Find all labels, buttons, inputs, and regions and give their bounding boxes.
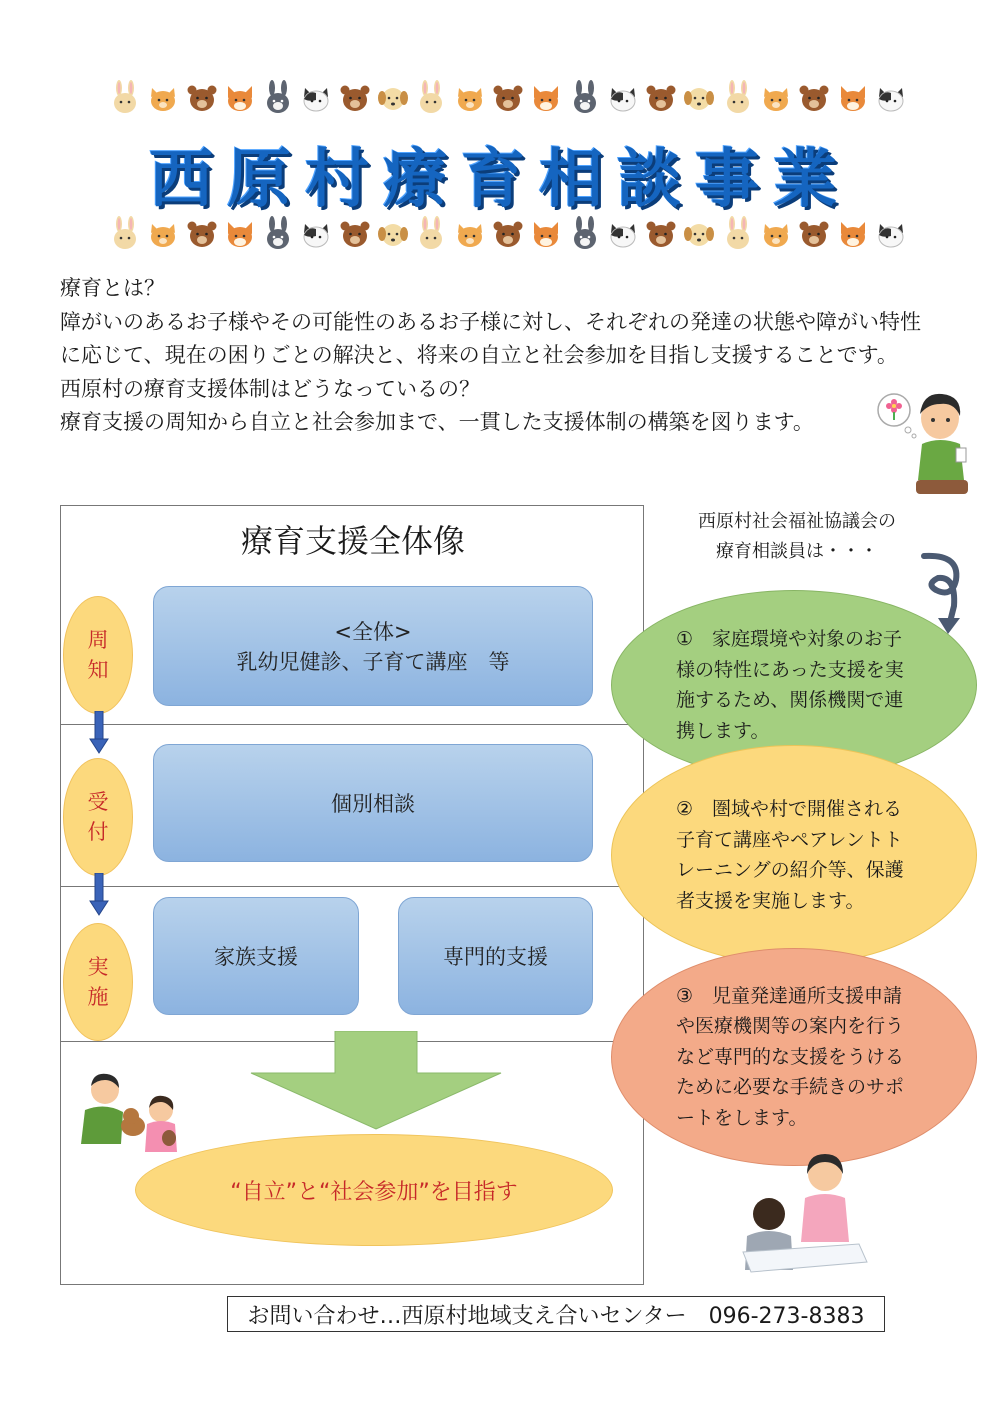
box-individual-consultation: 個別相談: [153, 744, 593, 862]
stage-implementation: [63, 923, 133, 1041]
support-overview-diagram: [60, 505, 644, 1285]
cat-icon: [874, 80, 908, 114]
cat-icon: [759, 216, 793, 250]
cat-icon: [146, 216, 180, 250]
stage-label: 知: [87, 658, 109, 682]
boy-thinking-illustration: [868, 384, 974, 498]
bear-icon: [185, 80, 219, 114]
bear-icon: [491, 216, 525, 250]
bear-icon: [338, 216, 372, 250]
rabbit-icon: [568, 80, 602, 114]
intro-question-1: 療育とは？: [60, 276, 165, 300]
animal-border-top: [108, 80, 908, 114]
intro-answer-1: 障がいのあるお子様やその可能性のあるお子様に対し、それぞれの発達の状態や障がい特性に応じて、現在の困りごとの解決と、将来の自立と社会参加を目指し支援することです。: [60, 309, 921, 368]
counselor-role-2: [611, 745, 977, 965]
animal-border-bottom: [108, 216, 908, 250]
box-general-text: 乳幼児健診、子育て講座 等: [236, 650, 510, 674]
rabbit-icon: [721, 216, 755, 250]
fox-icon: [529, 216, 563, 250]
arrow-down-icon: [89, 873, 109, 917]
fox-icon: [223, 80, 257, 114]
stage-label: 施: [87, 985, 109, 1009]
rabbit-icon: [261, 80, 295, 114]
consultation-illustration: [733, 1152, 873, 1280]
stage-awareness: [63, 596, 133, 714]
role-text: ① 家庭環境や対象のお子様の特性にあった支援を実施するため、関係機関で連携します。: [676, 628, 904, 742]
box-general: [153, 586, 593, 706]
rabbit-icon: [414, 80, 448, 114]
caption-line: 療育相談員は・・・: [716, 541, 878, 562]
diagram-title: 療育支援全体像: [240, 522, 465, 560]
rabbit-icon: [261, 216, 295, 250]
bear-icon: [644, 216, 678, 250]
fox-icon: [836, 80, 870, 114]
bear-icon: [644, 80, 678, 114]
box-specialist-support: 専門的支援: [398, 897, 593, 1015]
intro-text: [60, 272, 940, 440]
box-family-support: 家族支援: [153, 897, 359, 1015]
cat-icon: [299, 80, 333, 114]
box-general-heading: <全体>: [334, 620, 412, 644]
fox-icon: [836, 216, 870, 250]
cat-icon: [299, 216, 333, 250]
dog-icon: [682, 216, 716, 250]
divider: [61, 886, 645, 887]
caption-line: 西原村社会福祉協議会の: [698, 511, 896, 532]
cat-icon: [453, 80, 487, 114]
stage-label: 周: [87, 628, 109, 652]
stage-label: 実: [87, 955, 109, 979]
cat-icon: [606, 80, 640, 114]
rabbit-icon: [108, 80, 142, 114]
big-arrow-down-icon: [249, 1031, 504, 1131]
divider: [61, 724, 645, 725]
bear-icon: [185, 216, 219, 250]
contact-info: お問い合わせ…西原村地域支え合いセンター 096-273-8383: [227, 1296, 885, 1332]
cat-icon: [874, 216, 908, 250]
cat-icon: [606, 216, 640, 250]
bear-icon: [797, 80, 831, 114]
stage-reception: [63, 758, 133, 876]
fox-icon: [223, 216, 257, 250]
fox-icon: [529, 80, 563, 114]
intro-question-2: 西原村の療育支援体制はどうなっているの？: [60, 376, 480, 401]
cat-icon: [759, 80, 793, 114]
stage-label: 受: [87, 790, 109, 814]
counselor-role-3: [611, 948, 977, 1166]
bear-icon: [338, 80, 372, 114]
role-text: ③ 児童発達通所支援申請や医療機関等の案内を行うなど専門的な支援をうけるために必要な手続きのサポートをします。: [676, 984, 905, 1129]
right-caption: [672, 507, 922, 567]
dog-icon: [682, 80, 716, 114]
role-text: ② 圏域や村で開催される子育て講座やペアレントトレーニングの紹介等、保護者支援を実施します。: [676, 798, 904, 912]
intro-answer-2: 療育支援の周知から自立と社会参加まで、一貫した支援体制の構築を図ります。: [60, 410, 814, 435]
rabbit-icon: [721, 80, 755, 114]
bear-icon: [797, 216, 831, 250]
stage-label: 付: [87, 820, 109, 844]
rabbit-icon: [108, 216, 142, 250]
cat-icon: [453, 216, 487, 250]
cat-icon: [146, 80, 180, 114]
page-title: 西原村療育相談事業: [149, 143, 851, 217]
goal-ellipse: “自立”と“社会参加”を目指す: [135, 1134, 613, 1246]
arrow-down-icon: [89, 711, 109, 755]
family-illustration: [75, 1068, 185, 1158]
dog-icon: [376, 216, 410, 250]
rabbit-icon: [568, 216, 602, 250]
dog-icon: [376, 80, 410, 114]
bear-icon: [491, 80, 525, 114]
rabbit-icon: [414, 216, 448, 250]
